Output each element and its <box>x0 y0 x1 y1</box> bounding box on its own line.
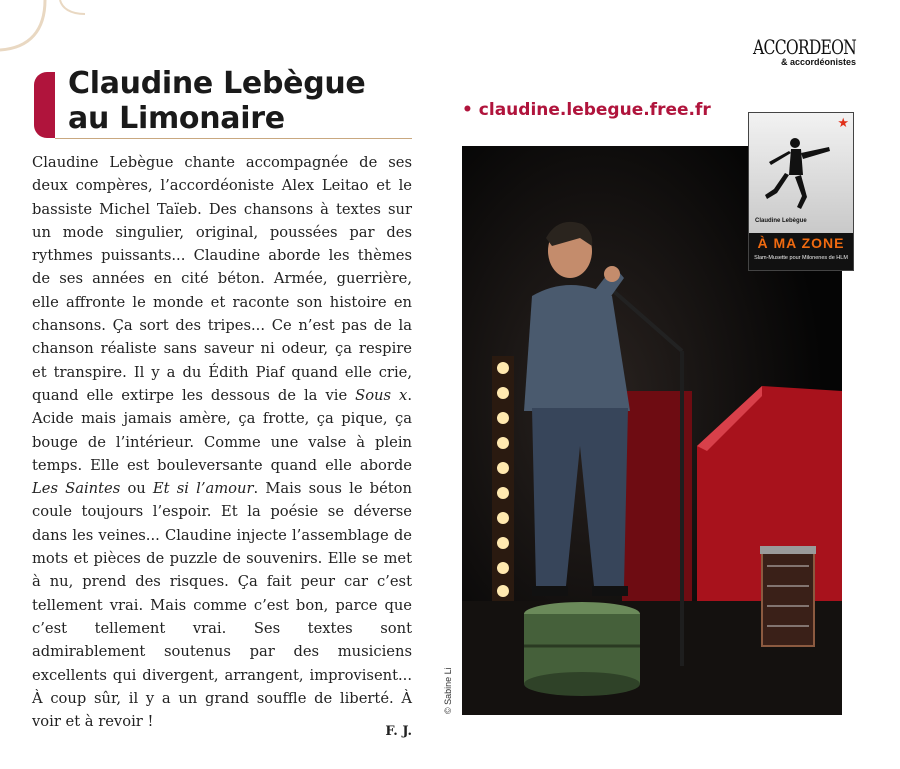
title-line-1: Claudine Lebègue <box>68 66 366 101</box>
album-artist: Claudine Lebègue <box>755 218 807 224</box>
website-link[interactable] <box>462 100 711 120</box>
article-body <box>32 151 412 733</box>
album-cover <box>748 112 854 271</box>
masthead-subtitle: & accordéonistes <box>780 57 856 67</box>
album-subtitle: Slam-Musette pour Milonenes de HLM <box>754 255 848 261</box>
jumping-figure-icon <box>757 131 837 221</box>
title-line-2: au Limonaire <box>68 101 285 136</box>
masthead-title: ACCORDEON <box>753 35 856 59</box>
article-title <box>68 66 428 136</box>
photo-credit: © Sabine Li <box>443 667 453 714</box>
body-text-part: . Acide mais jamais amère, ça frotte, ça pique, ça bouge de l’intérieur. Comme une valse à plein temps. Elle est bouleversante quand elle aborde <box>32 386 412 474</box>
corner-swirl-decoration <box>0 0 90 60</box>
song-title-sous-x: Sous x <box>355 386 408 404</box>
magazine-masthead <box>724 37 856 67</box>
song-title-et-si-lamour: Et si l’amour <box>152 480 254 498</box>
song-title-les-saintes: Les Saintes <box>32 480 121 498</box>
star-icon: ★ <box>837 116 849 131</box>
album-title: À MA ZONE <box>757 235 845 251</box>
title-accent-bar <box>34 72 55 138</box>
link-bullet: • <box>462 100 473 120</box>
body-text-part: . Mais sous le béton coule toujours l’espoir. Et la poésie se déverse dans les veines... Claudine injecte l’assemblage de mots et pièces de puzzle de souvenirs. Elle se met à nu, prend des risques. Ça fait peur car c’est tellement vrai. Mais comme c’est bon, parce que c’est tellement vrai. Ses textes sont admirablement soutenus par des musiciens excellents qui divergent, arrangent, improvisent... À coup sûr, il y a un grand souffle de liberté. À voir et à revoir ! <box>32 480 412 731</box>
link-text[interactable]: claudine.lebegue.free.fr <box>478 100 711 120</box>
author-signature: F. J. <box>385 724 412 739</box>
body-text-part: ou <box>120 480 153 498</box>
title-underline <box>55 138 412 139</box>
body-text-part: Claudine Lebègue chante accompagnée de ses deux compères, l’accordéoniste Alex Leitao et le bassiste Michel Taïeb. Des chansons à textes sur un mode singulier, original, poussées par des rythmes puissants... Claudine aborde les thèmes de ses années en cité béton. Armée, guerrière, elle affronte le monde et raconte son histoire en chansons. Ça sort des tripes... Ce n’est pas de la chanson réaliste sans saveur ni odeur, ça respire et transpire. Il y a du Édith Piaf quand elle crie, quand elle extirpe les dessous de la vie <box>32 154 412 404</box>
